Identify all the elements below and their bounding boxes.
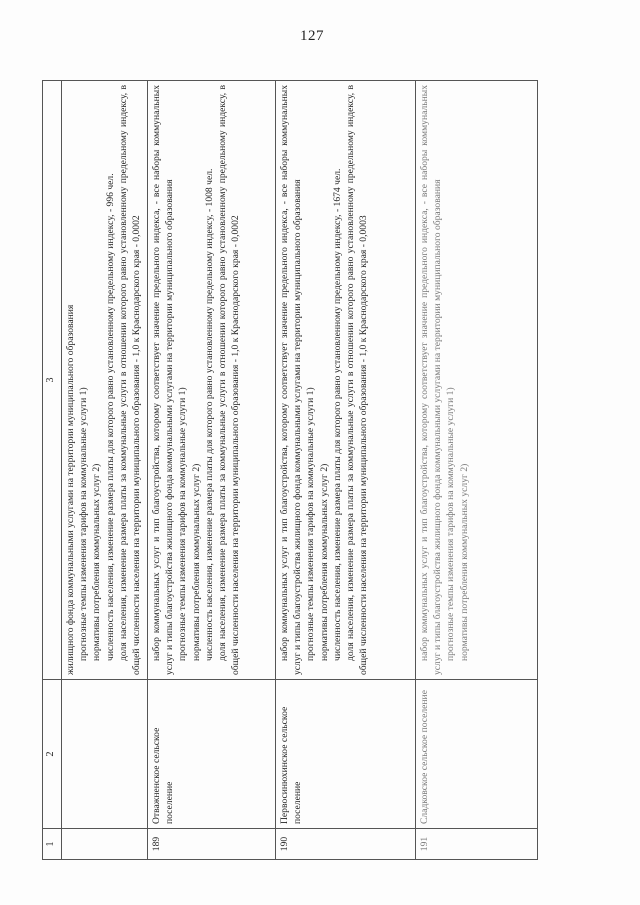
desc-line: жилищного фонда коммунальными услугами на территории муниципального образования: [65, 304, 76, 675]
municipality-name: Отважненское сельское поселение: [148, 680, 276, 829]
desc-line: набор коммунальных услуг и тип благоустройства, которому соответствует значение предельного индекса, - все наборы коммунальных услуг и типы благоустройства жилищного фонда коммунальными услугами на территории муниципального образования: [279, 85, 304, 675]
desc-line: прогнозные темпы изменения тарифов на коммунальные услуги 1): [177, 387, 189, 661]
row-description: [276, 81, 416, 680]
desc-line: набор коммунальных услуг и тип благоустройства, которому соответствует значение предельного индекса, - все наборы коммунальных услуг и типы благоустройства жилищного фонда коммунальными услугами на территории муниципального образования: [151, 85, 176, 675]
row-number: 191: [416, 829, 538, 860]
desc-line: нормативы потребления коммунальных услуг 2): [318, 463, 330, 661]
page-number: 127: [300, 28, 324, 44]
table-row: [62, 81, 148, 860]
desc-line: численность населения, изменение размера платы для которого равно установленному предельному индексу, - 1674 чел.: [331, 168, 343, 661]
desc-line: нормативы потребления коммунальных услуг 2): [91, 463, 103, 661]
desc-line: численность населения, изменение размера платы для которого равно установленному предельному индексу, - 996 чел.: [104, 173, 116, 661]
municipality-name: Первосинюхинское сельское поселение: [276, 680, 416, 829]
row-number: 189: [148, 829, 276, 860]
desc-line: доля населения, изменение размера платы за коммунальные услуги в отношении которого равно установленному предельному индексу, в общей численности населения на территории муниципального образования - 1,0 к Краснодарского края - 0,0002: [217, 85, 242, 675]
row-description: [62, 81, 148, 680]
row-description: [416, 81, 538, 680]
header-col-2: 2: [43, 680, 62, 829]
desc-line: доля населения, изменение размера платы за коммунальные услуги в отношении которого равно установленному предельному индексу, в общей численности населения на территории муниципального образования - 1,0 к Краснодарского края - 0,0003: [345, 85, 370, 675]
municipality-name: Сладковское сельское поселение: [416, 680, 538, 829]
desc-line: нормативы потребления коммунальных услуг 2): [190, 463, 202, 661]
desc-line: прогнозные темпы изменения тарифов на коммунальные услуги 1): [445, 387, 457, 661]
row-number: [62, 829, 148, 860]
desc-line: доля населения, изменение размера платы за коммунальные услуги в отношении которого равно установленному предельному индексу, в общей численности населения на территории муниципального образования - 1,0 к Краснодарского края - 0,0002: [117, 85, 143, 675]
desc-line: нормативы потребления коммунальных услуг 2): [458, 463, 470, 661]
table-row: [416, 81, 538, 860]
municipality-name: [62, 680, 148, 829]
table-row: [148, 81, 276, 860]
table-row: [276, 81, 416, 860]
row-number: 190: [276, 829, 416, 860]
header-col-1: 1: [43, 829, 62, 860]
row-description: [148, 81, 276, 680]
table-header-row: [43, 81, 62, 860]
header-col-3: 3: [43, 81, 62, 680]
desc-line: набор коммунальных услуг и тип благоустройства, которому соответствует значение предельного индекса, - все наборы коммунальных услуг и типы благоустройства жилищного фонда коммунальными услугами на территории муниципального образования: [419, 85, 444, 675]
desc-line: численность населения, изменение размера платы для которого равно установленному предельному индексу, - 1008 чел.: [203, 168, 215, 661]
desc-line: прогнозные темпы изменения тарифов на коммунальные услуги 1): [305, 387, 317, 661]
table-stage: [42, 80, 538, 860]
desc-line: прогнозные темпы изменения тарифов на коммунальные услуги 1): [78, 387, 90, 661]
tariff-table: [42, 80, 538, 860]
